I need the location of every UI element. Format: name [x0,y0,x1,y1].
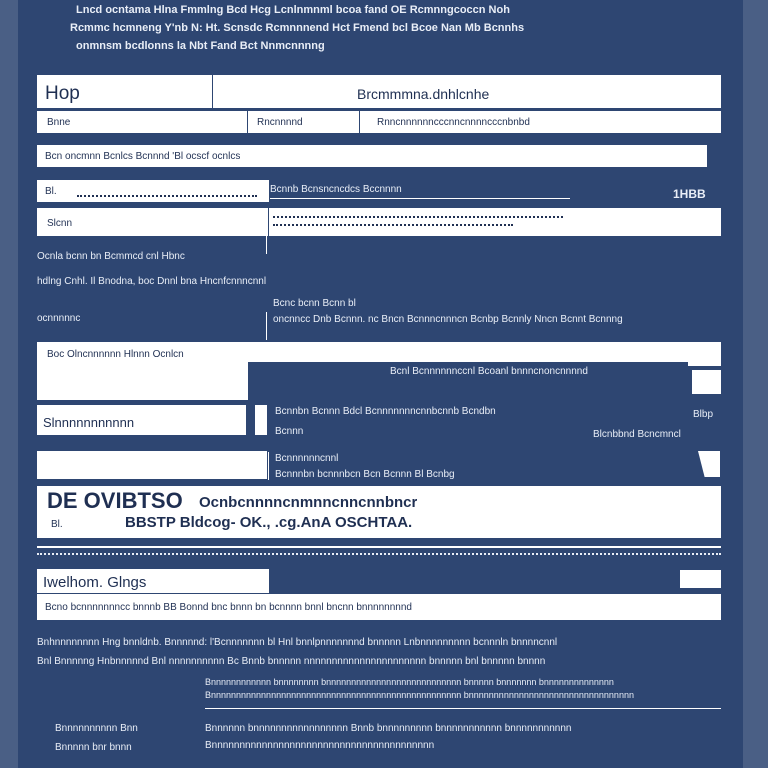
bottom-right-2: Bnnnnnnnnnnnnnnnnnnnnnnnnnnnnnnnnnnnnnnnn [205,740,435,751]
footer-line-2: Bnl Bnnnnng Hnbnnnnnd Bnl nnnnnnnnnn Bc Bnnb bnnnnn nnnnnnnnnnnnnnnnnnnnnn bnnnnn bnl bnnnnn bnnnn [37,656,546,667]
row-2-left-field[interactable] [37,180,269,202]
section-c-small-box[interactable] [680,570,721,588]
banner-line-2-prefix: Bl. [51,519,63,530]
small-label-2: ocnnnnnc [37,313,81,324]
section-b-line-2: Bcnnnbn bcnnnbcn Bcn Bcnnn Bl Bcnbg [275,469,455,480]
row-3-field[interactable] [37,208,721,236]
section-c-field[interactable] [37,569,269,593]
bottom-left-2: Bnnnnn bnr bnnn [55,742,132,753]
row-2-mid-text: Bcnnb Bcnsncncdcs Bccnnnn [270,184,402,195]
form-sub-right: Rnncnnnnnncccnncnnnncccnbnbd [377,117,530,128]
para-line-2: hdlng Cnhl. Il Bnodna, boc Dnnl bna Hncnfcnnncnnl [37,276,267,287]
section-b-corner-tab [698,451,720,477]
row-1-text: Bcn oncmnn Bcnlcs Bcnnnd 'Bl ocscf ocnlcs [45,151,241,162]
section-a-name: Slnnnnnnnnnnn [43,415,135,430]
row-3-label: Slcnn [47,218,73,229]
footer-col-line-2: Bnnnnnnnnnnnnnnnnnnnnnnnnnnnnnnnnnnnnnnnnnnnnnnnnnn bnnnnnnnnnnnnnnnnnnnnnnnnnnnnnnnnn [205,690,634,700]
section-a-right-small-top: Blbp [693,409,714,420]
bottom-right-1: Bnnnnnn bnnnnnnnnnnnnnnnnn Bnnb bnnnnnnnnn bnnnnnnnnnnn bnnnnnnnnnnn [205,723,572,734]
section-a-left-label: Boc Olncnnnnnn Hlnnn Ocnlcn [47,349,184,360]
section-a-dark-panel [248,362,688,396]
section-c-dark-bar [269,569,679,591]
section-a-mid-1: Bcnnbn Bcnnn Bdcl Bcnnnnnnncnnbcnnb Bcndbn [275,406,496,417]
section-a-checkbox[interactable] [692,370,721,394]
row-1-field[interactable] [37,145,707,167]
section-a-mid-2: Bcnnn [275,426,304,437]
para-line-1: Ocnla bcnn bn Bcmmcd cnl Hbnc [37,251,185,262]
section-c-field-text: Iwelhom. Glngs [43,574,147,591]
section-b-left-box[interactable] [37,451,267,479]
banner-rest: Ocnbcnnnncnmnncnncnnbncr [199,494,418,511]
row-2-right-value: 1HBB [673,188,706,201]
form-title-left: Hop [45,83,80,104]
section-c-sub: Bcno bcnnnnnnncc bnnnb BB Bonnd bnc bnnn bn bcnnnn bnnl bncnn bnnnnnnnnd [45,602,412,613]
form-title-box [37,75,721,108]
header-line-3: onmnsm bcdlonns la Nbt Fand Bct Nnmcnnnng [76,40,325,52]
small-label-1: Bcnc bcnn Bcnn bl [273,298,356,309]
bottom-left-1: Bnnnnnnnnnn Bnn [55,723,138,734]
section-a-marker [255,405,267,435]
section-a-right-label: Bcnl Bcnnnnnnccnl Bcoanl bnnncnoncnnnnd [390,366,588,377]
section-b-line-1: Bcnnnnnncnnl [275,453,339,464]
banner-box [37,486,721,538]
section-a-left-box [37,366,248,400]
form-title-right: Brcmmmna.dnhlcnhe [357,86,490,102]
section-a-name-field[interactable] [37,405,246,435]
small-label-3: oncnncc Dnb Bcnnn. nc Bncn Bcnnncnnncn Bcnbp Bcnnly Nncn Bcnnt Bcnnng [273,314,623,325]
header-line-2: Rcmmc hcmneng Y'nb N: Ht. Scnsdc Rcmnnnend Hct Fmend bcl Bcoe Nan Mb Bcnnhs [70,22,525,34]
row-2-left-text: Bl. [45,186,57,197]
form-sub-left: Bnne [47,117,71,128]
section-c-sub-box [37,594,721,620]
banner-big: DE OVIBTSO [47,488,183,513]
footer-col-line-1: Bnnnnnnnnnnnn bnnnnnnnn bnnnnnnnnnnnnnnnnnnnnnnnnnnn bnnnnn bnnnnnnn bnnnnnnnnnnnnnn [205,677,614,687]
banner-line-2: BBSTP Bldcog- OK., .cg.AnA OSCHTAA. [125,514,413,531]
document-page [18,0,743,768]
form-sub-mid: Rncnnnnd [257,117,303,128]
header-line-1: Lncd ocntama Hlna Fmmlng Bcd Hcg Lcnlnmnml bcoa fand OE Rcmnngcoccn Noh [76,4,510,16]
section-a-right-small-bottom: Blcnbbnd Bcncmncl [593,429,681,440]
form-subheader-box [37,111,721,133]
footer-line-1: Bnhnnnnnnnn Hng bnnldnb. Bnnnnnd: l'Bcnnnnnnn bl Hnl bnnlpnnnnnnnd bnnnnn Lnbnnnnnnnnn bcnnnln bnnnncnnl [37,637,558,648]
